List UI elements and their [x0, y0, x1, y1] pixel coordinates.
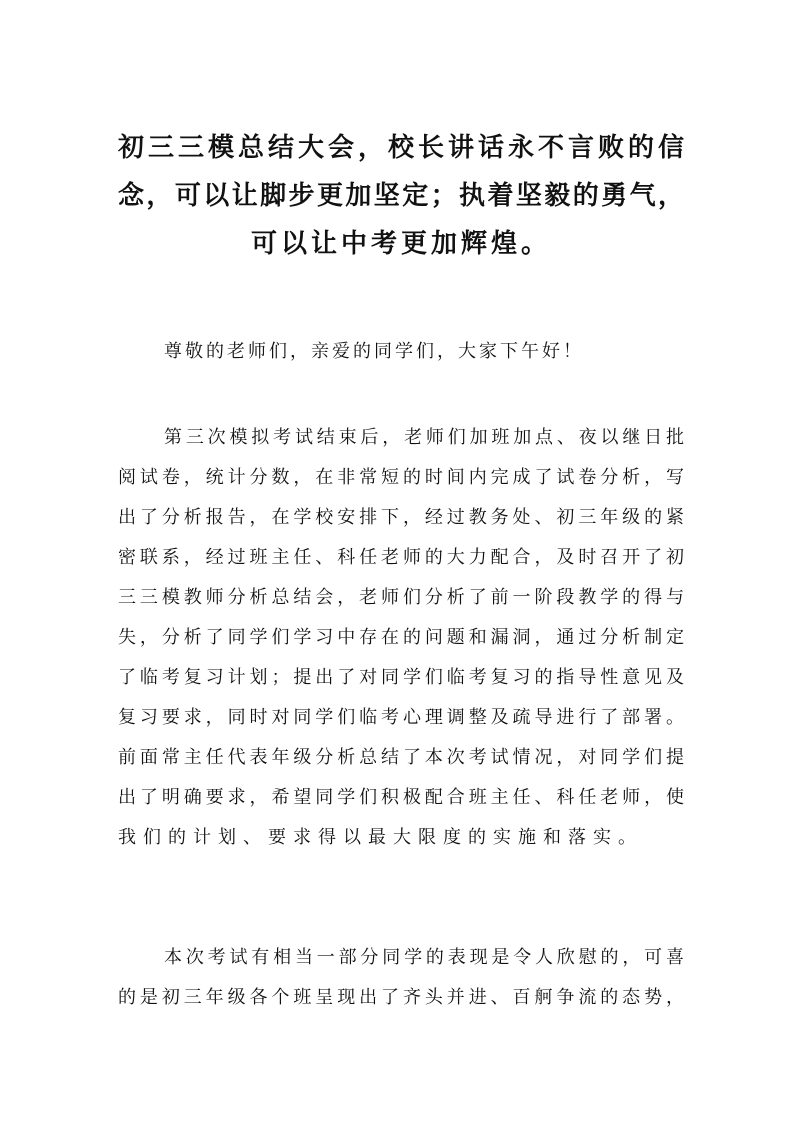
text-line: 了临考复习计划；提出了对同学们临考复习的指导性意见及 [118, 667, 684, 688]
text-line: 密联系，经过班主任、科任老师的大力配合，及时召开了初 [118, 547, 684, 568]
title-line: 念，可以让脚步更加坚定；执着坚毅的勇气， [118, 181, 684, 211]
text-line: 出了明确要求，希望同学们积极配合班主任、科任老师，使 [118, 787, 684, 808]
text-line: 尊敬的老师们，亲爱的同学们，大家下午好！ [164, 341, 584, 362]
paragraph-greeting [118, 332, 684, 372]
text-line: 本次考试有相当一部分同学的表现是令人欣慰的，可喜 [164, 947, 684, 968]
title-line: 可以让中考更加辉煌。 [250, 229, 551, 259]
paragraph-exam-performance [118, 938, 684, 1018]
paragraph-exam-summary [118, 418, 684, 858]
text-line: 阅试卷，统计分数，在非常短的时间内完成了试卷分析，写 [118, 467, 684, 488]
text-line: 我们的计划、要求得以最大限度的实施和落实。 [118, 827, 643, 848]
text-line: 失，分析了同学们学习中存在的问题和漏洞，通过分析制定 [118, 627, 684, 648]
text-line: 出了分析报告，在学校安排下，经过教务处、初三年级的紧 [118, 507, 684, 528]
title-line: 初三三模总结大会，校长讲话永不言败的信 [118, 133, 684, 163]
text-line: 三三模教师分析总结会，老师们分析了前一阶段教学的得与 [118, 587, 684, 608]
text-line: 第三次模拟考试结束后，老师们加班加点、夜以继日批 [164, 427, 684, 448]
text-line: 复习要求，同时对同学们临考心理调整及疏导进行了部署。 [118, 707, 684, 728]
document-title [118, 124, 684, 268]
text-line: 前面常主任代表年级分析总结了本次考试情况，对同学们提 [118, 747, 684, 768]
text-line: 的是初三年级各个班呈现出了齐头并进、百舸争流的态势， [118, 987, 684, 1008]
